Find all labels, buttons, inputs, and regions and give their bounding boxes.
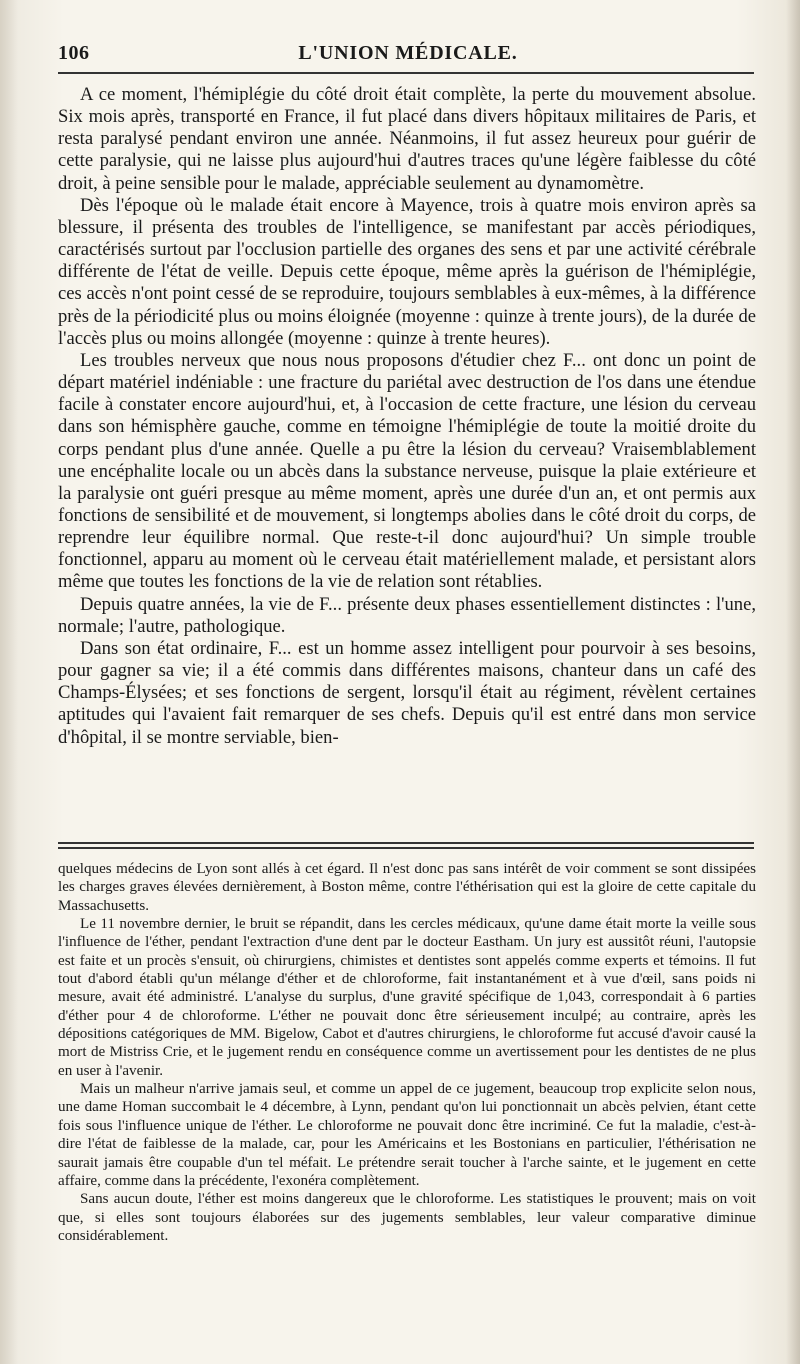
page-header: [58, 42, 758, 72]
footnote-separator-top: [58, 842, 754, 844]
binding-shadow: [0, 0, 18, 1364]
footnote-paragraph-1: quelques médecins de Lyon sont allés à cet égard. Il n'est donc pas sans intérêt de voir comment se sont dissipées les charges graves élevées dernièrement, à Boston même, contre l'éthérisation qui est la gloire de cette capitale du Massachusetts.: [58, 861, 756, 914]
footnote-paragraph-4: Sans aucun doute, l'éther est moins dangereux que le chloroforme. Les statistiques le prouvent; mais on voit que, si elles sont toujours élaborées sur des jugements semblables, leur valeur comparative diminue considérablement.: [58, 1191, 756, 1244]
footnote-text: [58, 860, 756, 1322]
page-number: 106: [58, 42, 90, 64]
footnote-separator-bottom: [58, 847, 754, 849]
main-paragraph-5: Dans son état ordinaire, F... est un homme assez intelligent pour pourvoir à ses besoins, pour gagner sa vie; il a été commis dans différentes maisons, chanteur dans un café des Champs-Élysées; et ses fonctions de sergent, lorsqu'il était au régiment, révèlent certaines aptitudes qui l'avaient fait remarquer de ses chefs. Depuis qu'il est entré dans mon service d'hôpital, il se montre serviable, bien-: [58, 637, 756, 748]
main-paragraph-4: Depuis quatre années, la vie de F... présente deux phases essentiellement distinctes : l'une, normale; l'autre, pathologique.: [58, 593, 756, 637]
page-edge: [786, 0, 800, 1364]
main-text: [58, 84, 756, 836]
main-paragraph-1: A ce moment, l'hémiplégie du côté droit était complète, la perte du mouvement absolue. Six mois après, transporté en France, il fut placé dans divers hôpitaux militaires de Paris, et resta paralysé pendant environ une année. Néanmoins, il fut assez heureux pour guérir de cette paralysie, qui ne laisse plus aujourd'hui d'autres traces qu'une légère faiblesse du côté droit, à peine sensible pour le malade, appréciable seulement au dynamomètre.: [58, 84, 756, 194]
header-rule: [58, 72, 754, 74]
footnote-paragraph-2: Le 11 novembre dernier, le bruit se répandit, dans les cercles médicaux, qu'une dame était morte la veille sous l'influence de l'éther, pendant l'extraction d'une dent par le docteur Eastham. Un jury est aussitôt réuni, l'autopsie est faite et un procès s'ensuit, où chirurgiens, chimistes et dentistes sont appelés comme experts et témoins. Il fut tout d'abord établi qu'un mélange d'éther et de chloroforme, fait instantanément et à vue d'œil, sans poids ni mesure, avait été administré. L'analyse du surplus, d'une gravité spécifique de 1,043, correspondait à 6 parties d'éther pour 4 de chloroforme. L'éther ne pouvait donc être sérieusement inculpé; au contraire, après les dépositions catégoriques de MM. Bigelow, Cabot et d'autres chirurgiens, le chloroforme fut accusé d'avoir causé la mort de Mistriss Crie, et le jugement rendu en conséquence comme un avertissement pour les dentistes de ne plus en user à l'avenir.: [58, 916, 756, 1079]
running-title: L'UNION MÉDICALE.: [298, 42, 518, 64]
footnote-paragraph-3: Mais un malheur n'arrive jamais seul, et comme un appel de ce jugement, beaucoup trop explicite selon nous, une dame Homan succombait le 4 décembre, à Lynn, pendant qu'on lui ponctionnait un abcès pelvien, étant cette fois sous l'influence unique de l'éther. Le chloroforme ne pouvait donc être incriminé. Ce fut la maladie, c'est-à-dire l'état de faiblesse de la malade, car, pour les Américains et les Bostonians en particulier, l'éthérisation ne saurait jamais être coupable d'un tel méfait. Le prétendre serait toucher à l'arche sainte, et le jugement en cette affaire, comme dans la précédente, l'exonéra complètement.: [58, 1081, 756, 1189]
main-paragraph-2: Dès l'époque où le malade était encore à Mayence, trois à quatre mois environ après sa blessure, il présenta des troubles de l'intelligence, se manifestant par accès périodiques, caractérisés surtout par l'occlusion partielle des organes des sens et par une activité cérébrale différente de l'état de veille. Depuis cette époque, même après la guérison de l'hémiplégie, ces accès n'ont point cessé de se reproduire, toujours semblables à eux-mêmes, à la différence près de la périodicité plus ou moins éloignée (moyenne : quinze à trente jours), de la durée de l'accès plus ou moins allongée (moyenne : quinze à trente heures).: [58, 194, 756, 349]
main-paragraph-3: Les troubles nerveux que nous nous proposons d'étudier chez F... ont donc un point de départ matériel indéniable : une fracture du pariétal avec destruction de l'os dans une étendue facile à constater encore aujourd'hui, et, à l'occasion de cette fracture, une lésion du cerveau dans son hémisphère gauche, comme en témoigne l'hémiplégie de toute la moitié droite du corps pendant plus d'une année. Quelle a pu être la lésion du cerveau? Vraisemblablement une encéphalite locale ou un abcès dans la substance nerveuse, puisque la plaie extérieure et la paralysie ont guéri presque au même moment, après une durée d'un an, et ont permis aux fonctions de sensibilité et de mouvement, si longtemps abolies dans le côté droit du corps, de reprendre leur équilibre normal. Que reste-t-il donc aujourd'hui? Un simple trouble fonctionnel, apparu au moment où le cerveau était matériellement malade, et persistant alors même que toutes les fonctions de la vie de relation sont rétablies.: [58, 349, 756, 593]
